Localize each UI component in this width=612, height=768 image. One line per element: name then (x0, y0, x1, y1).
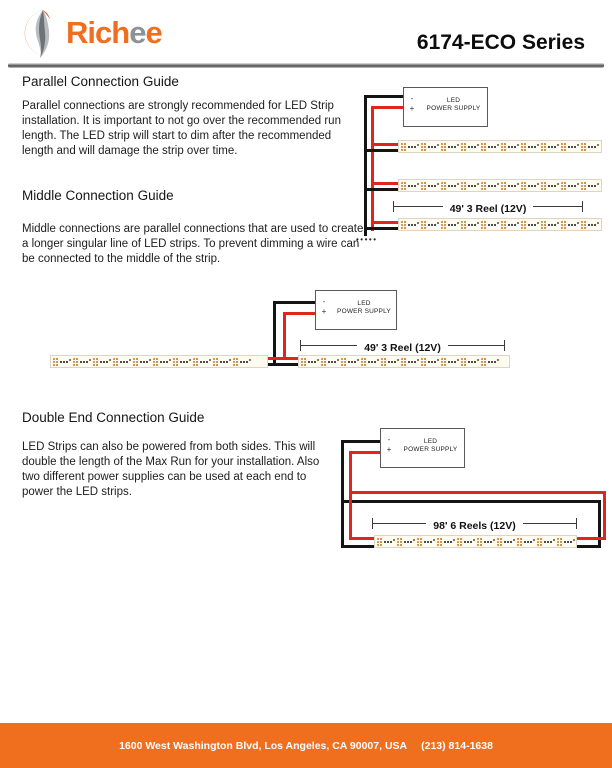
header-divider (8, 63, 604, 68)
led-strip (398, 218, 602, 231)
logo-text-e2: e (145, 15, 162, 50)
logo-text-e1: e (129, 15, 146, 50)
footer-address: 1600 West Washington Blvd, Los Angeles, CA 90007, USA (119, 739, 408, 752)
double-end-section-heading: Double End Connection Guide (22, 410, 205, 425)
power-supply-box (315, 290, 397, 330)
footer-bar (0, 723, 612, 768)
reel-dimension-line (300, 342, 505, 354)
psu-label-line1: LED (446, 97, 461, 104)
positive-wire (577, 537, 606, 540)
psu-label-line1: LED (357, 300, 371, 307)
page-title: 6174-ECO Series (416, 31, 585, 54)
positive-wire (283, 312, 286, 358)
psu-label-line1: LED (423, 438, 438, 445)
middle-connection-diagram (45, 288, 567, 373)
psu-label-line2: POWER SUPPLY (337, 308, 391, 315)
footer-text (119, 740, 493, 752)
reel-length-label: 49' 3 Reel (12V) (443, 203, 534, 215)
power-supply-box (380, 428, 465, 468)
positive-wire (371, 106, 374, 231)
power-supply-box (403, 87, 488, 127)
reel-dimension-line (372, 520, 577, 532)
reel-length-label: 49' 3 Reel (12V) (357, 342, 448, 354)
negative-wire (577, 545, 601, 548)
negative-wire (341, 545, 374, 548)
psu-minus-terminal: - (410, 94, 414, 103)
positive-wire (349, 451, 380, 454)
negative-wire (341, 440, 380, 443)
psu-label-line2: POWER SUPPLY (426, 105, 481, 112)
positive-wire (268, 357, 298, 360)
psu-label (332, 291, 396, 329)
negative-wire (341, 500, 601, 503)
positive-wire (371, 182, 399, 185)
middle-section-body: Middle connections are parallel connections that are used to create a longer singular line of LED strips. To prevent dimming a wire can be connected to the middle of the strip. (22, 223, 364, 265)
positive-wire (349, 537, 374, 540)
psu-minus-terminal: - (387, 435, 391, 444)
psu-terminals (404, 88, 420, 126)
logo-text-rich: Rich (66, 15, 130, 50)
parallel-section-heading: Parallel Connection Guide (22, 74, 179, 89)
led-strip (298, 355, 510, 368)
negative-wire (364, 95, 403, 98)
middle-section-heading: Middle Connection Guide (22, 188, 174, 203)
positive-wire (349, 491, 606, 494)
negative-wire (273, 301, 315, 304)
psu-terminals (316, 291, 332, 329)
double-end-section-body: LED Strips can also be powered from both sides. This will double the length of the Max Run for your installation. Also two different power supplies can be used at each end to power the LED strips. (22, 441, 320, 498)
positive-wire (603, 491, 606, 540)
psu-plus-terminal: + (321, 307, 327, 316)
negative-wire (598, 500, 601, 548)
led-strip (398, 179, 602, 192)
led-strip (50, 355, 268, 368)
richee-logo-text (66, 15, 162, 51)
positive-wire (371, 106, 403, 109)
reel-length-label: 98' 6 Reels (12V) (426, 520, 522, 532)
richee-logo (22, 7, 162, 59)
continuation-dots: ••••• (356, 235, 378, 244)
negative-wire (364, 95, 367, 236)
negative-wire (341, 440, 344, 548)
negative-wire (268, 363, 298, 366)
negative-wire (364, 149, 399, 152)
psu-minus-terminal: - (322, 297, 326, 306)
parallel-section-body: Parallel connections are strongly recommended for LED Strip installation. It is important to not go over the recommended run length. The LED strip will start to dim after the recommended length and will damage the strip over time. (22, 100, 341, 157)
psu-label-line2: POWER SUPPLY (403, 446, 458, 453)
led-strip (398, 140, 602, 153)
led-strip (374, 535, 577, 548)
psu-terminals (381, 429, 397, 467)
double-end-connection-diagram (330, 420, 612, 560)
negative-wire (273, 301, 276, 365)
negative-wire (364, 188, 399, 191)
psu-plus-terminal: + (409, 104, 415, 113)
positive-wire (283, 312, 315, 315)
psu-plus-terminal: + (386, 445, 392, 454)
reel-dimension-line (393, 203, 583, 215)
positive-wire (349, 451, 352, 540)
footer-phone: (213) 814-1638 (421, 739, 493, 752)
psu-label (397, 429, 464, 467)
richee-logo-icon (22, 7, 64, 59)
psu-label (420, 88, 487, 126)
positive-wire (371, 221, 399, 224)
parallel-connection-diagram (355, 85, 607, 250)
positive-wire (371, 143, 399, 146)
